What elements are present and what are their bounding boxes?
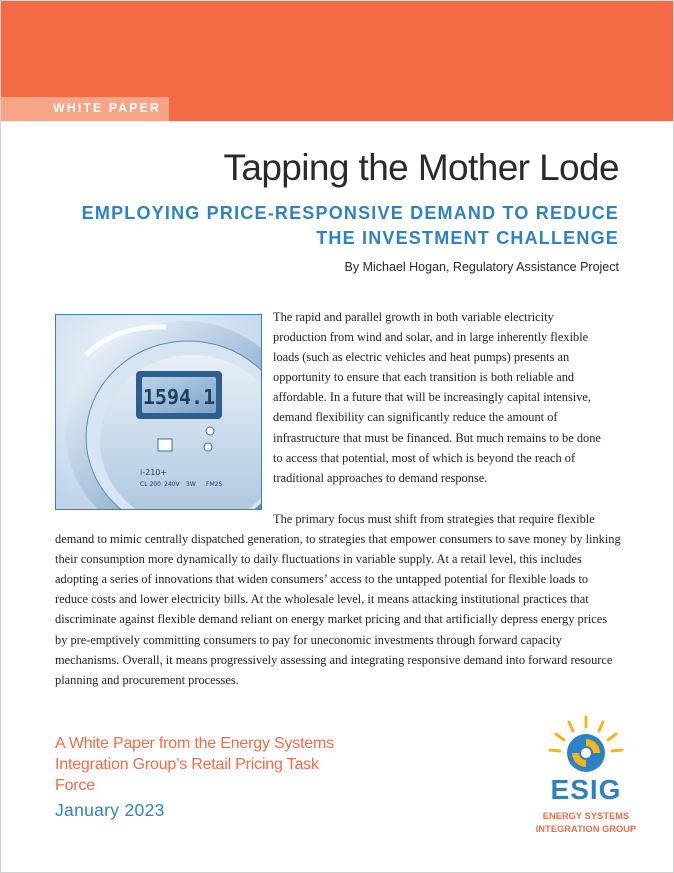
lcd-reading: 1594.1 xyxy=(142,385,216,409)
document-subtitle: EMPLOYING PRICE-RESPONSIVE DEMAND TO REDUCE THE INVESTMENT CHALLENGE xyxy=(81,203,619,248)
meter-button-bottom xyxy=(204,443,212,451)
esig-logo xyxy=(531,713,641,837)
electric-meter-illustration xyxy=(56,315,262,510)
sun-icon xyxy=(541,713,631,779)
body-paragraph-1: The rapid and parallel growth in both variable electricity production from wind and solar, and in large inherently flexible loads (such as electric vehicles and heat pumps) presents an opportunity to ensure that each transition is both reliable and affordable. In a future that will be increasingly capital intensive, demand flexibility can significantly reduce the amount of infrastructure that must be financed. But much remains to be done to access that potential, most of which is beyond the reach of traditional approaches to demand response. xyxy=(273,310,601,485)
publisher-statement: A White Paper from the Energy Systems Integration Group’s Retail Pricing Task Force xyxy=(55,735,334,794)
meter-indicator-box xyxy=(158,439,172,451)
logo-organization-name xyxy=(531,810,641,836)
meter-button-top xyxy=(206,427,214,435)
meter-wire-label: 3W xyxy=(186,481,196,488)
electric-meter-image xyxy=(55,314,262,510)
logo-name-line-1: ENERGY SYSTEMS xyxy=(542,811,630,821)
logo-name-line-2: INTEGRATION GROUP xyxy=(535,824,637,834)
logo-wordmark: ESIG xyxy=(550,774,622,805)
publication-date: January 2023 xyxy=(55,800,165,820)
meter-form-label: FM2S xyxy=(206,481,223,488)
document-title: Tapping the Mother Lode xyxy=(223,147,619,188)
meter-voltage-label: 240V xyxy=(164,481,180,488)
meter-model-label: i-210+ xyxy=(140,468,168,477)
author-byline: By Michael Hogan, Regulatory Assistance Project xyxy=(344,260,619,274)
body-paragraph-2: The primary focus must shift from strategies that require flexible demand to mimic centrally dispatched generation, to strategies that empower consumers to save money by linking their consumption more dynamically to daily fluctuations in variable supply. At a retail level, this includes adopting a series of innovations that widen consumers’ access to the untapped potential for flexible loads to reduce costs and lower electricity bills. At the wholesale level, it means attacking institutional practices that discriminate against flexible demand reliant on energy market pricing and that artificially depress energy prices by pre-emptively committing consumers to pay for uneconomic investments through forward capacity mechanisms. Overall, it means progressively assessing and integrating responsive demand into forward resource planning and procurement processes. xyxy=(55,512,621,687)
meter-class-label: CL 200 xyxy=(140,481,161,488)
document-type-label: WHITE PAPER xyxy=(53,101,161,115)
